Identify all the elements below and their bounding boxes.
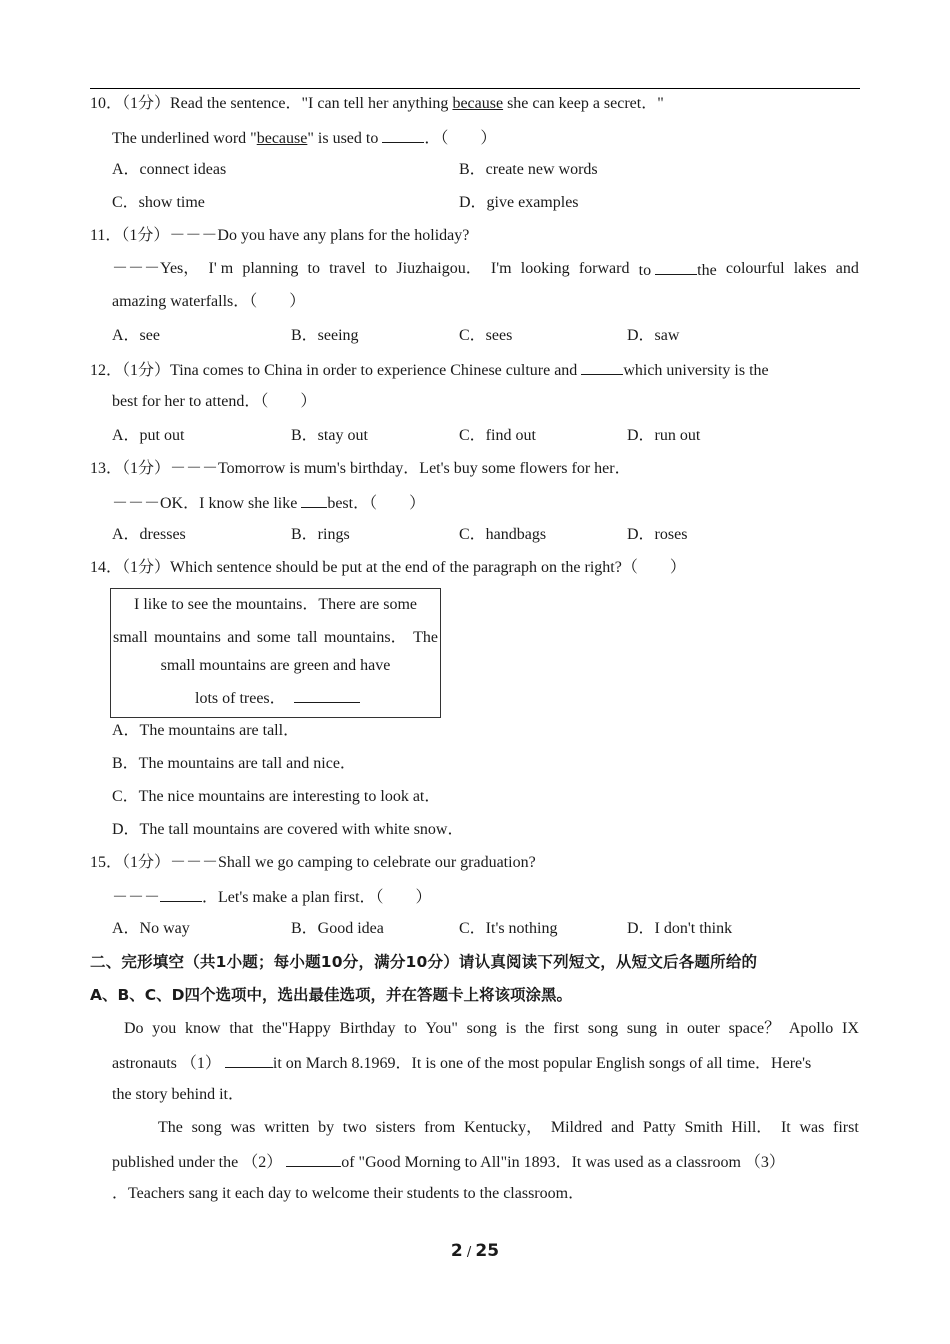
question-11-stem: 11．（1分）－－－Do you have any plans for the holiday?	[90, 227, 470, 244]
option-b[interactable]: B．Good idea	[291, 920, 384, 937]
answer-blank	[382, 127, 424, 143]
answer-blank	[301, 492, 327, 508]
answer-blank	[655, 259, 697, 275]
option-d[interactable]: D．roses	[627, 526, 688, 543]
option-c[interactable]: C．It's nothing	[459, 920, 558, 937]
question-13-response: －－－OK．I know she like best．（ ）	[112, 492, 425, 514]
option-b[interactable]: B．seeing	[291, 327, 359, 344]
page-number: 2 / 25	[450, 1241, 500, 1261]
question-15-stem: 15．（1分）－－－Shall we go camping to celebrate our graduation?	[90, 854, 536, 871]
option-c[interactable]: C．handbags	[459, 526, 547, 543]
cloze-blank-2[interactable]	[286, 1151, 341, 1167]
option-d[interactable]: D．give examples	[459, 194, 579, 211]
option-d[interactable]: D．saw	[627, 327, 680, 344]
section-heading-continuation: A、B、C、D四个选项中，选出最佳选项，并在答题卡上将该项涂黑。	[90, 986, 573, 1004]
question-11-continuation: amazing waterfalls．（ ）	[112, 293, 306, 310]
answer-blank	[294, 687, 360, 703]
section-heading: 二、完形填空（共1小题；每小题10分，满分10分）请认真阅读下列短文，从短文后各题所给的	[90, 953, 758, 971]
question-11-response: －－－Yes， I' m planning to travel to Jiuzhaigou． I'm looking forward to the colourful lakes and	[112, 260, 859, 279]
option-d[interactable]: D．I don't think	[627, 920, 733, 937]
cloze-blank-1[interactable]	[225, 1052, 273, 1068]
paragraph-line: I like to see the mountains．There are some	[133, 596, 418, 613]
question-13-stem: 13．（1分）－－－Tomorrow is mum's birthday．Let's buy some flowers for her．	[90, 460, 631, 477]
question-15-response: －－－ ．Let's make a plan first．（ ）	[112, 886, 432, 908]
option-a[interactable]: A．dresses	[112, 526, 186, 543]
answer-blank	[581, 359, 623, 375]
option-c[interactable]: C．show time	[112, 194, 205, 211]
option-a[interactable]: A．see	[112, 327, 160, 344]
passage-line: Do you know that the"Happy Birthday to You" song is the first song sung in outer space？ Apollo IX	[124, 1020, 859, 1037]
passage-line: published under the （2） of "Good Morning to All"in 1893．It was used as a classroom （3）	[112, 1151, 785, 1173]
option-c[interactable]: C．sees	[459, 327, 513, 344]
paragraph-box	[110, 588, 441, 718]
question-10-prompt: The underlined word "because" is used to ．（ ）	[112, 127, 496, 149]
option-b[interactable]: B．create new words	[459, 161, 598, 178]
option-d[interactable]: D．run out	[627, 427, 701, 444]
passage-line: ．Teachers sang it each day to welcome their students to the classroom．	[112, 1185, 585, 1202]
option-a[interactable]: A．The mountains are tall．	[112, 722, 300, 739]
passage-line: The song was written by two sisters from Kentucky， Mildred and Patty Smith Hill． It was first	[158, 1119, 859, 1136]
paragraph-line: small mountains and some tall mountains． The	[113, 629, 438, 646]
answer-blank	[160, 886, 202, 902]
paragraph-line: lots of trees．	[195, 687, 360, 709]
question-12-stem: 12．（1分）Tina comes to China in order to experience Chinese culture and which university is the	[90, 359, 769, 381]
option-c[interactable]: C．The nice mountains are interesting to look at．	[112, 788, 441, 805]
option-a[interactable]: A．No way	[112, 920, 190, 937]
header-rule	[90, 88, 860, 89]
option-b[interactable]: B．The mountains are tall and nice．	[112, 755, 356, 772]
option-b[interactable]: B．rings	[291, 526, 350, 543]
passage-line: the story behind it．	[112, 1086, 244, 1103]
option-a[interactable]: A．put out	[112, 427, 185, 444]
question-10-stem: 10．（1分）Read the sentence．"I can tell her anything because she can keep a secret．"	[90, 95, 664, 112]
option-c[interactable]: C．find out	[459, 427, 536, 444]
passage-line: astronauts （1） it on March 8.1969．It is one of the most popular English songs of all time．Here's	[112, 1052, 811, 1074]
option-d[interactable]: D．The tall mountains are covered with white snow．	[112, 821, 464, 838]
question-14-stem: 14．（1分）Which sentence should be put at the end of the paragraph on the right?（ ）	[90, 559, 686, 576]
question-12-continuation: best for her to attend．（ ）	[112, 393, 317, 410]
option-b[interactable]: B．stay out	[291, 427, 368, 444]
option-a[interactable]: A．connect ideas	[112, 161, 227, 178]
paragraph-line: small mountains are green and have	[160, 657, 391, 674]
